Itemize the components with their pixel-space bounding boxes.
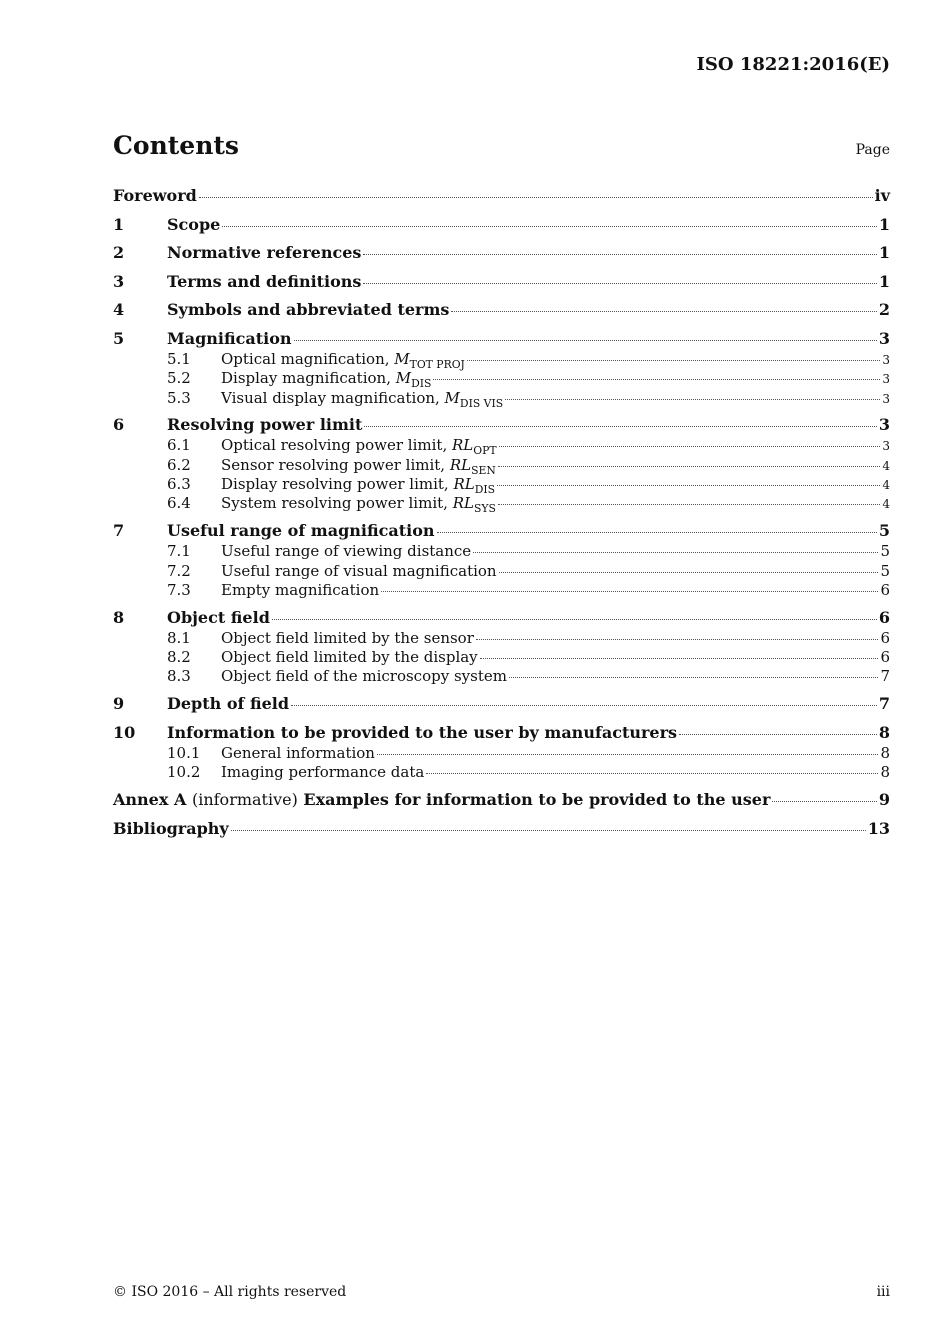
leader-dots [451,311,876,312]
subsection-number: 6.4 [167,494,191,513]
toc-page-number: 6 [878,607,890,627]
symbol-subscript: SYS [473,502,496,516]
annex-label: Annex A [113,789,187,809]
table-of-contents [113,186,890,840]
section-number: 3 [113,271,125,291]
toc-entry-section-3[interactable] [113,272,890,293]
subsection-number: 5.1 [167,349,191,368]
subsection-number: 6.2 [167,455,191,474]
toc-entry-title: Bibliography [113,818,229,838]
standard-identifier: ISO 18221:2016(E) [696,54,890,75]
page-title: Contents [113,131,240,160]
annex-title: Examples for information to be provided to the user [303,789,771,809]
toc-entry-title: Object field limited by the sensor [221,628,474,647]
toc-page-number: 7 [878,694,890,714]
symbol: M [394,349,410,368]
toc-entry-title: Object field of the microscopy system [221,667,507,686]
toc-page-number: 3 [882,439,890,454]
toc-entry-title: System resolving power limit, $RL_{SYS}$ [221,494,496,516]
leader-dots [509,677,879,678]
leader-dots [272,619,877,620]
section-number: 7 [113,521,125,541]
subsection-number: 8.3 [167,667,191,686]
symbol: M [444,388,460,407]
toc-entry-title: Foreword [113,186,197,205]
toc-entry-annex-a[interactable] [113,790,890,811]
leader-dots [467,360,880,361]
toc-page-number: 1 [878,214,890,234]
leader-dots [505,399,880,400]
toc-entry-title: Optical magnification, $M_{TOT PROJ}$ [221,349,465,371]
toc-entry-title: Useful range of visual magnification [221,561,497,580]
toc-page-number: 3 [878,415,890,435]
leader-dots [473,552,878,553]
toc-page-number: 3 [882,372,890,387]
toc-entry-title: Terms and definitions [167,271,362,291]
toc-page-number: 6 [880,648,890,667]
toc-page-number: 7 [880,667,890,686]
leader-dots [364,426,876,427]
toc-entry-title: Resolving power limit [167,415,363,435]
section-number: 1 [113,214,125,234]
toc-page-number: 8 [878,722,890,742]
toc-entry-subsection-6.3[interactable] [113,475,890,497]
toc-entry-section-7[interactable] [113,521,890,542]
leader-dots [476,639,879,640]
subsection-number: 10.2 [167,763,201,782]
toc-entry-title: Useful range of magnification [167,521,435,541]
toc-entry-subsection-8.2[interactable] [113,648,890,667]
toc-entry-subsection-8.3[interactable] [113,667,890,686]
subsection-number: 7.3 [167,580,191,599]
toc-entry-title: Normative references [167,243,362,263]
toc-entry-section-9[interactable] [113,694,890,715]
toc-entry-subsection-8.1[interactable] [113,629,890,648]
toc-entry-subsection-7.2[interactable] [113,562,890,581]
symbol-subscript: TOT PROJ [409,357,465,371]
symbol: RL [449,455,472,474]
toc-entry-subsection-10.2[interactable] [113,763,890,782]
subsection-number: 6.3 [167,475,191,494]
toc-entry-subsection-6.1[interactable] [113,436,890,458]
toc-entry-subsection-7.1[interactable] [113,542,890,561]
page-column-heading: Page [855,142,890,158]
toc-entry-title: General information [221,743,375,762]
leader-dots [498,466,881,467]
toc-page-number: 6 [880,580,890,599]
leader-dots [377,754,878,755]
toc-entry-title: Visual display magnification, $M_{DIS VIS}$ [221,388,504,410]
subsection-number: 7.1 [167,542,191,561]
leader-dots [497,485,880,486]
symbol-subscript: SEN [471,463,496,477]
section-number: 9 [113,694,125,714]
leader-dots [426,773,878,774]
leader-dots [363,283,876,284]
leader-dots [437,532,877,533]
toc-entry-subsection-6.2[interactable] [113,456,890,475]
toc-entry-section-6[interactable] [113,415,890,436]
toc-entry-title: Scope [167,214,221,234]
section-number: 8 [113,607,125,627]
subsection-number: 7.2 [167,561,191,580]
footer-page-number: iii [876,1284,890,1300]
section-number: 5 [113,328,125,348]
toc-page-number: 3 [882,391,890,406]
toc-entry-section-8[interactable] [113,608,890,629]
toc-page-number: 4 [882,497,890,512]
annex-qualifier: (informative) [191,789,298,809]
leader-dots [231,830,866,831]
toc-entry-subsection-5.2[interactable] [113,369,890,391]
toc-page-number: 1 [878,243,890,263]
leader-dots [499,446,881,447]
toc-entry-subsection-7.3[interactable] [113,581,890,600]
toc-page-number: 5 [878,521,890,541]
section-number: 4 [113,300,125,320]
symbol: M [395,369,412,388]
symbol: RL [451,436,474,455]
toc-page-number: 5 [880,561,890,580]
toc-page-number: 3 [882,352,890,367]
leader-dots [679,734,877,735]
toc-entry-subsection-6.4[interactable] [113,494,890,516]
toc-entry-section-1[interactable] [113,215,890,236]
toc-page-number: 13 [867,818,890,838]
leader-dots [381,591,878,592]
toc-entry-title: Sensor resolving power limit, $RL_{SEN}$ [221,455,496,477]
symbol: RL [453,475,475,494]
toc-entry-section-10[interactable] [113,723,890,744]
toc-entry-bibliography[interactable] [113,819,890,840]
toc-entry-section-4[interactable] [113,300,890,321]
toc-entry-title: Symbols and abbreviated terms [167,300,450,320]
section-number: 6 [113,415,125,435]
leader-dots [222,226,877,227]
toc-entry-title: Display magnification, $M_{DIS}$ [221,369,432,391]
toc-page-number: 8 [880,743,890,762]
toc-entry-subsection-5.3[interactable] [113,389,890,408]
subsection-number: 6.1 [167,436,191,455]
symbol-subscript: DIS [474,483,496,497]
toc-entry-title: Useful range of viewing distance [221,542,472,561]
leader-dots [499,572,879,573]
toc-entry-foreword[interactable] [113,186,890,207]
toc-entry-section-5[interactable] [113,329,890,350]
leader-dots [363,254,876,255]
toc-page-number: 4 [882,458,890,473]
subsection-number: 5.3 [167,388,191,407]
toc-entry-subsection-10.1[interactable] [113,744,890,763]
toc-entry-title: Display resolving power limit, $RL_{DIS}$ [221,475,496,497]
subsection-number: 10.1 [167,743,201,762]
toc-entry-title: Empty magnification [221,580,380,599]
leader-dots [433,379,880,380]
symbol-subscript: DIS [411,377,432,391]
leader-dots [291,705,877,706]
subsection-number: 8.2 [167,648,191,667]
toc-page-number: 5 [880,542,890,561]
toc-entry-title: Object field [167,607,270,627]
leader-dots [480,658,879,659]
section-number: 10 [113,722,136,742]
toc-page-number: 1 [878,271,890,291]
symbol: RL [452,494,474,513]
toc-page-number: 6 [880,628,890,647]
leader-dots [498,504,880,505]
symbol-subscript: DIS VIS [459,396,504,410]
footer-copyright: © ISO 2016 – All rights reserved [113,1284,347,1300]
subsection-number: 8.1 [167,628,191,647]
toc-page-number: iv [874,186,890,205]
toc-page-number: 2 [878,300,890,320]
toc-page-number: 9 [878,789,890,809]
toc-entry-title: Depth of field [167,694,290,714]
toc-page-number: 8 [880,763,890,782]
toc-entry-title: Object field limited by the display [221,648,478,667]
toc-entry-section-2[interactable] [113,243,890,264]
toc-page-number: 3 [878,328,890,348]
symbol-subscript: OPT [473,444,497,458]
toc-entry-title: Imaging performance data [221,763,425,782]
leader-dots [772,801,876,802]
leader-dots [294,340,877,341]
toc-entry-title: Optical resolving power limit, $RL_{OPT}$ [221,436,497,458]
section-number: 2 [113,243,125,263]
toc-entry-title: Information to be provided to the user by manufacturers [167,722,678,742]
toc-entry-title: Magnification [167,328,292,348]
toc-page-number: 4 [882,478,890,493]
subsection-number: 5.2 [167,369,191,388]
toc-entry-subsection-5.1[interactable] [113,350,890,369]
leader-dots [199,197,873,198]
